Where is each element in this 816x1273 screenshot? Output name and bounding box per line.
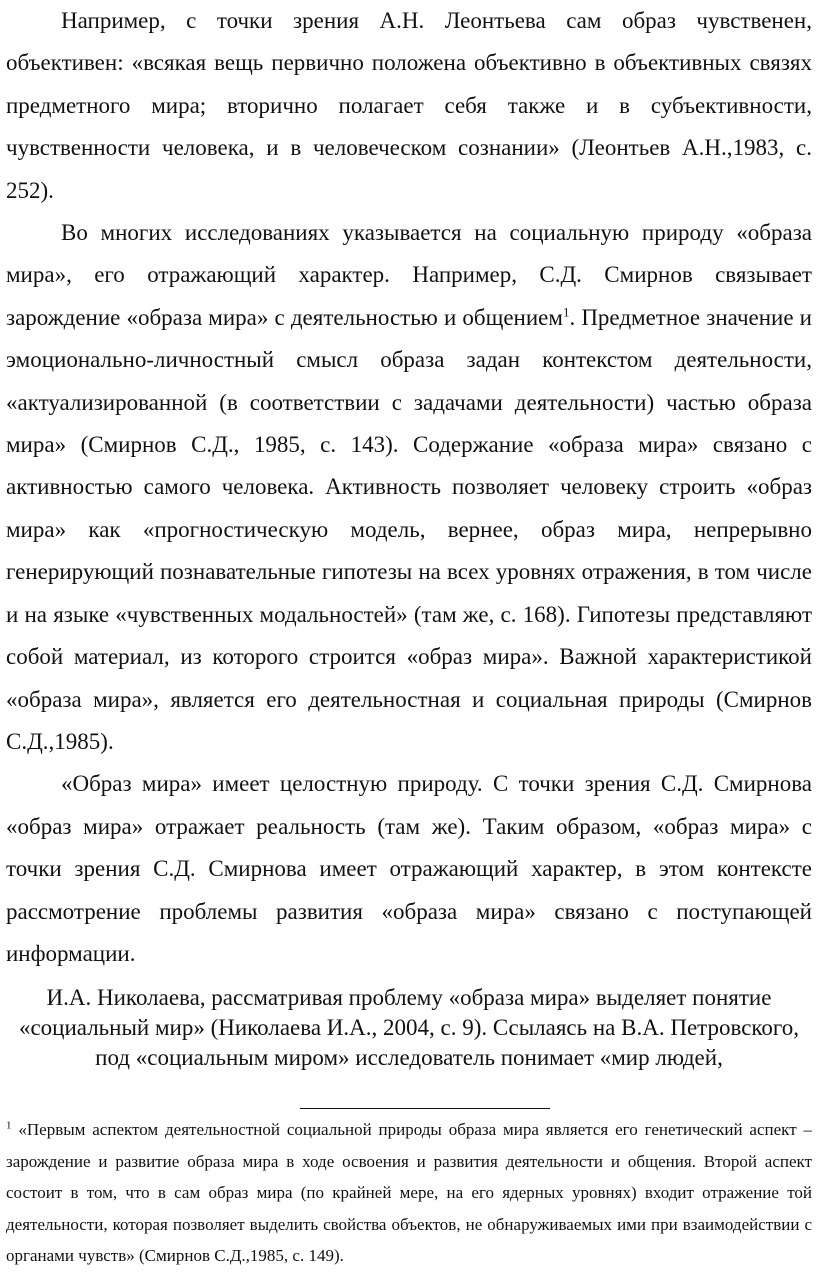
paragraph-smirnov-start: Во многих исследованиях указывается на социальную природу «образа мира», его отражающий характер. Например, С.Д. Смирнов связывает зарождение «образа мира» с деятельностью и общением (6, 220, 812, 330)
paragraph-leontiev: Например, с точки зрения А.Н. Леонтьева сам образ чувственен, объективен: «всякая вещь первично положена объективно в объективных связях предметного мира; вторично полагает себя также и в субъективности, чувственности человека, и в человеческом сознании» (Леонтьев А.Н.,1983, с. 252). (6, 8, 812, 203)
paragraph-smirnov-end: . Предметное значение и эмоционально-личностный смысл образа задан контекстом деятельности, «актуализированной (в соответствии с задачами деятельности) частью образа мира» (Смирнов С.Д., 1985, с. 143). Содержание «образа мира» связано с активностью самого человека. Активность позволяет человеку строить «образ мира» как «прогностическую модель, вернее, образ мира, непрерывно генерирующий познавательные гипотезы на всех уровнях отражения, в том числе и на языке «чувственных модальностей» (там же, с. 168). Гипотезы представляют собой материал, из которого строится «образ мира». Важной характеристикой «образа мира», является его деятельностная и социальная природы (Смирнов С.Д.,1985). (6, 304, 812, 754)
footnote-text: «Первым аспектом деятельностной социальной природы образа мира является его генетический аспект – зарождение и развитие образа мира в ходе освоения и развития деятельности и общения. Второй аспект состоит в том, что в сам образ мира (по крайней мере, на его ядерных уровнях) входит отражение той деятельности, которая позволяет выделить свойства объектов, не обнаруживаемых ими при взаимодействии с органами чувств» (Смирнов С.Д.,1985, с. 149). (6, 1120, 812, 1265)
paragraph-nikolaeva: И.А. Николаева, рассматривая проблему «образа мира» выделяет понятие «социальный мир» (Николаева И.А., 2004, с. 9). Ссылаясь на В.А. Петровского, под «социальным миром» исследователь понимает «мир людей, (18, 985, 800, 1071)
footnote (6, 1114, 812, 1272)
footnote-separator (300, 1108, 550, 1109)
footnote-marker: 1 (6, 1119, 12, 1132)
footnote-reference[interactable]: 1 (562, 304, 570, 320)
paragraph-integral-nature: «Образ мира» имеет целостную природу. С точки зрения С.Д. Смирнова «образ мира» отражает реальность (там же). Таким образом, «образ мира» с точки зрения С.Д. Смирнова имеет отражающий характер, в этом контексте рассмотрение проблемы развития «образа мира» связано с поступающей информации. (6, 771, 812, 966)
main-text (6, 0, 812, 1073)
paragraph-smirnov (6, 212, 812, 763)
